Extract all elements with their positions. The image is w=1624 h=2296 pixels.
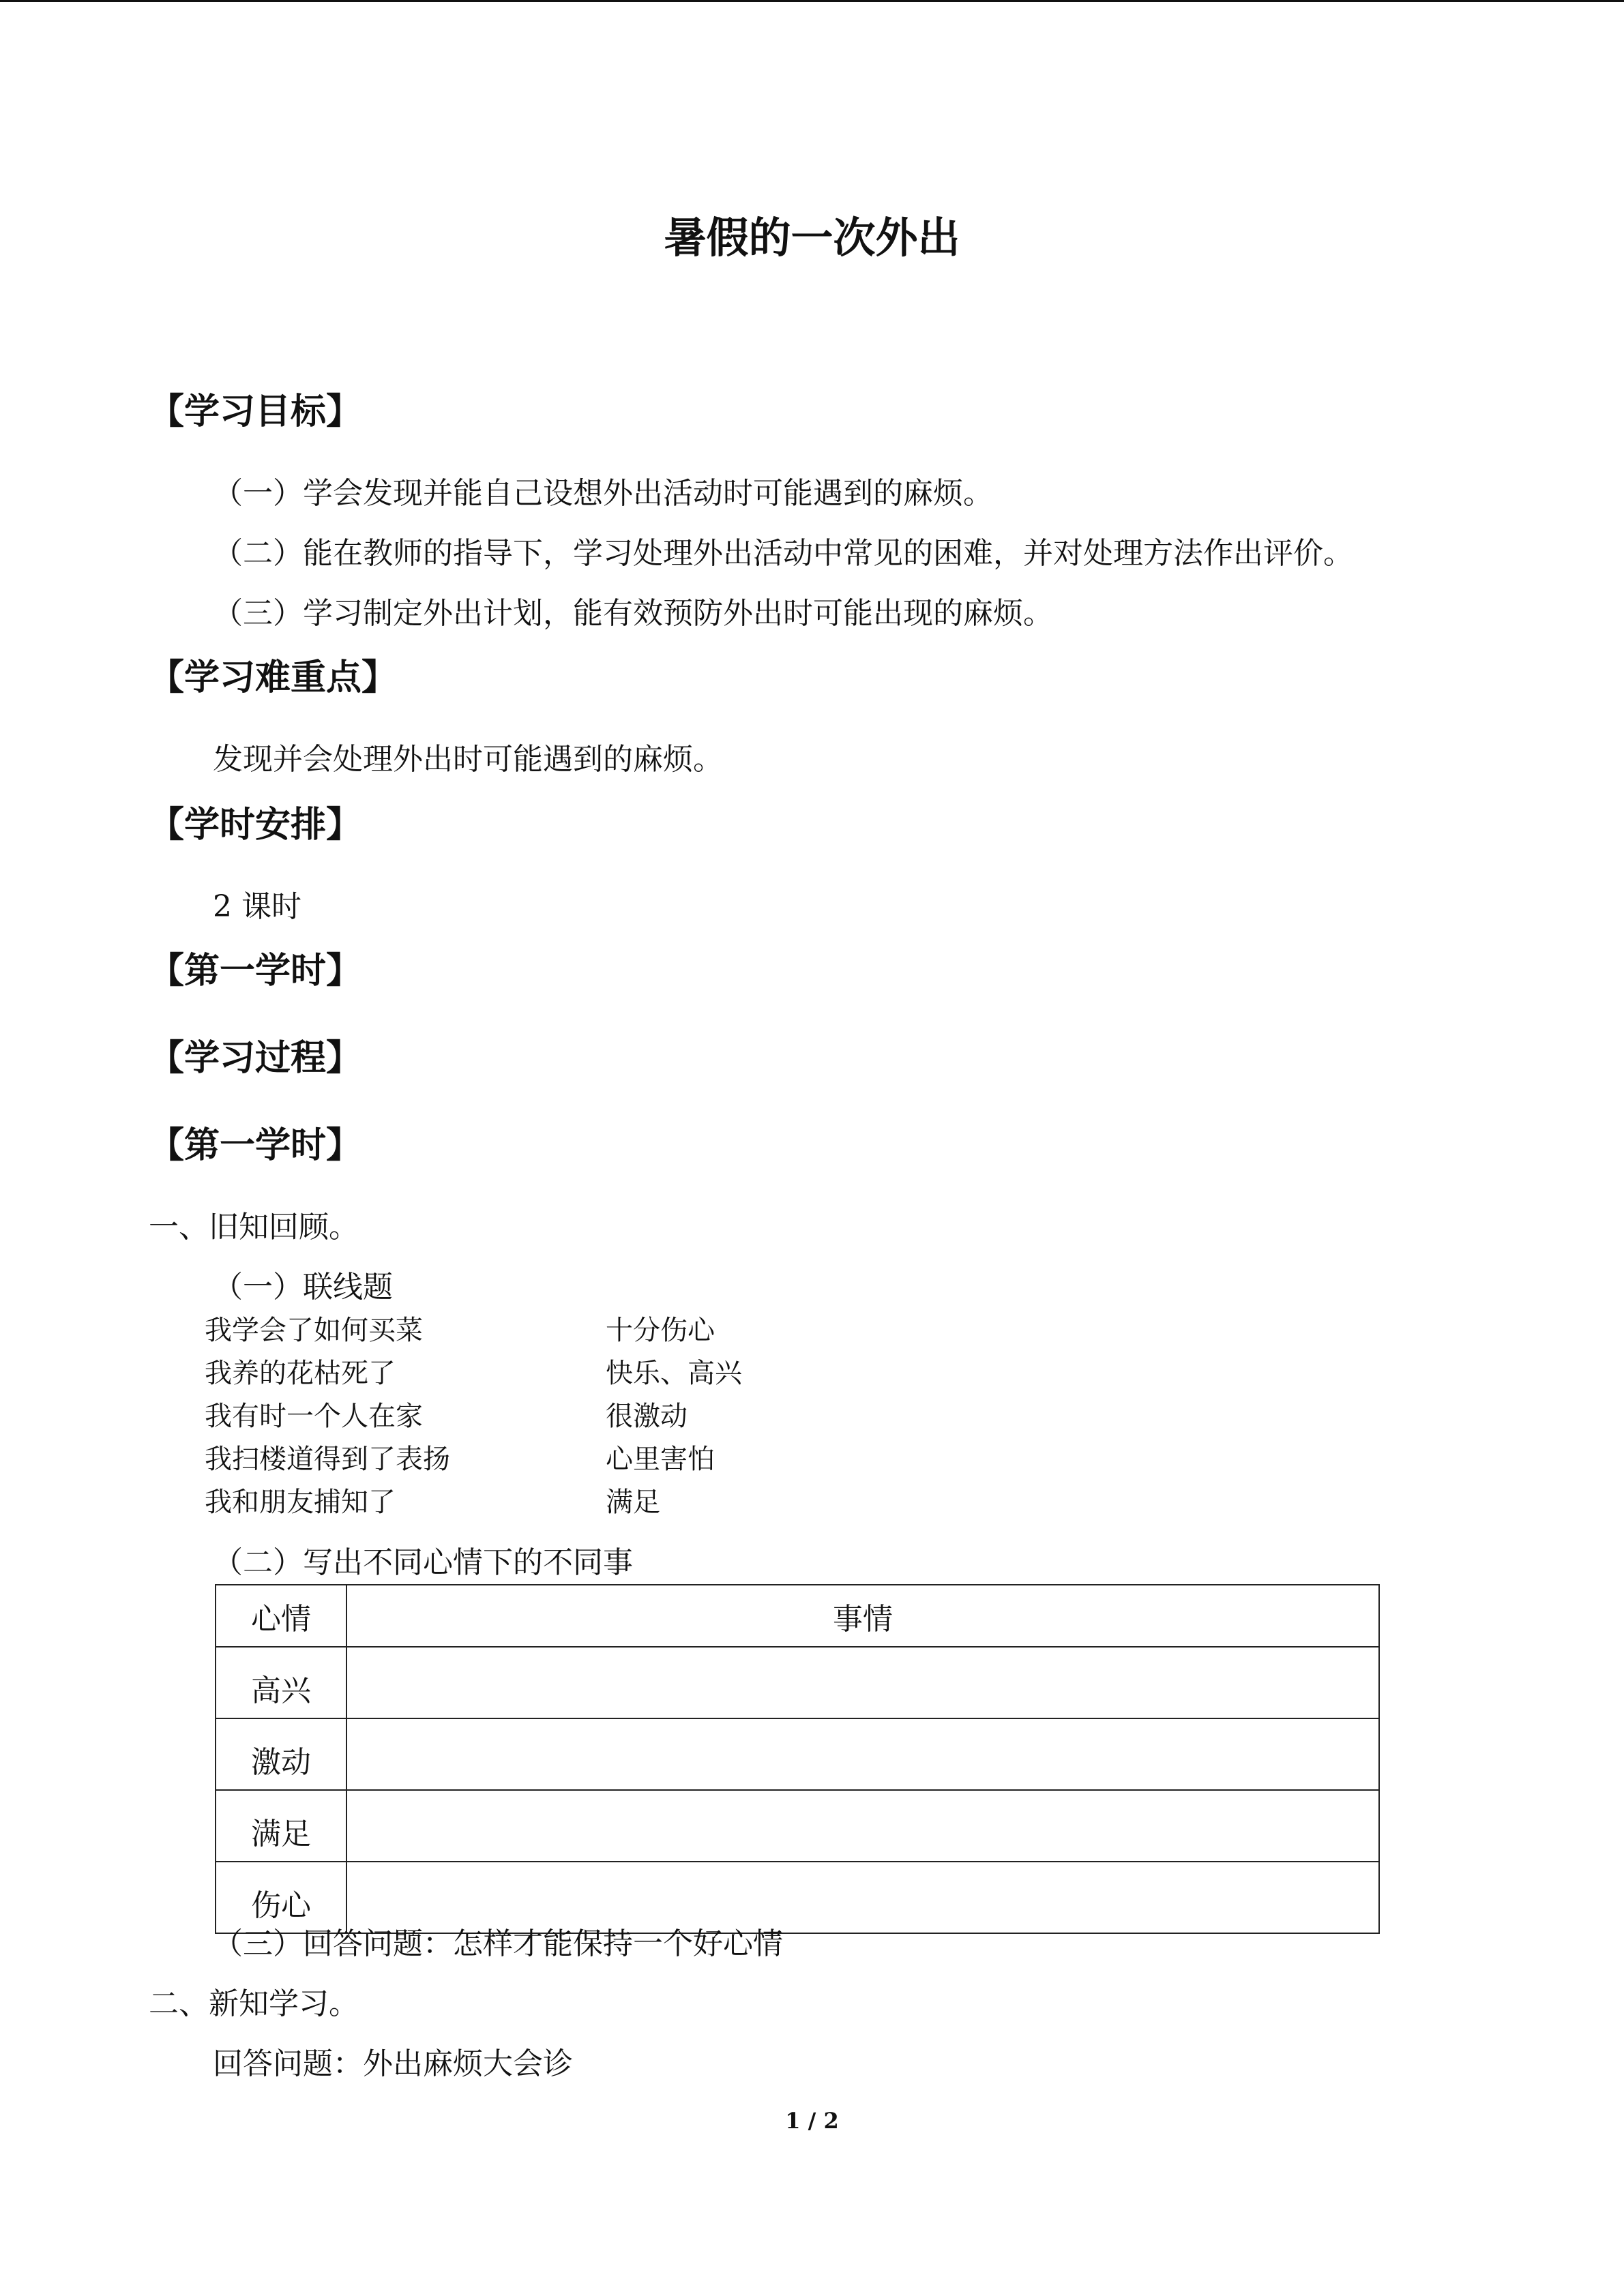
mood-events-table: [215, 1584, 1380, 1934]
event-cell-blank[interactable]: [346, 1718, 1379, 1790]
matching-title: （一）联线题: [213, 1270, 393, 1304]
matching-right-item: 心里害怕: [606, 1444, 715, 1475]
new-learning-question: 回答问题：外出麻烦大会诊: [213, 2046, 573, 2081]
lesson1-heading: 【第一学时】: [149, 950, 362, 992]
mood-cell: 伤心: [216, 1862, 346, 1933]
objective-item-1: （一）学会发现并能自己设想外出活动时可能遇到的麻烦。: [213, 476, 993, 511]
header-mood: 心情: [216, 1585, 346, 1647]
table-title: （二）写出不同心情下的不同事: [213, 1545, 633, 1580]
document-title: 暑假的一次外出: [664, 213, 960, 263]
matching-left-item: 我有时一个人在家: [205, 1401, 423, 1432]
schedule-heading: 【学时安排】: [149, 804, 362, 846]
matching-right-item: 十分伤心: [606, 1315, 715, 1346]
matching-right-item: 快乐、高兴: [606, 1358, 742, 1389]
mood-cell: 激动: [216, 1718, 346, 1790]
mood-cell: 满足: [216, 1790, 346, 1862]
objective-item-3: （三）学习制定外出计划，能有效预防外出时可能出现的麻烦。: [213, 596, 1053, 631]
table-row: [216, 1862, 1379, 1933]
event-cell-blank[interactable]: [346, 1862, 1379, 1933]
page-number: 1 / 2: [785, 2108, 839, 2134]
objectives-heading: 【学习目标】: [149, 391, 362, 432]
matching-left-item: 我和朋友捕知了: [205, 1487, 396, 1518]
objective-item-2: （二）能在教师的指导下，学习处理外出活动中常见的困难，并对处理方法作出评价。: [213, 536, 1353, 571]
key-points-heading: 【学习难重点】: [149, 657, 398, 698]
matching-left-item: 我扫楼道得到了表扬: [205, 1444, 450, 1475]
matching-left-item: 我学会了如何买菜: [205, 1315, 423, 1346]
matching-left-item: 我养的花枯死了: [205, 1358, 396, 1389]
table-row: [216, 1790, 1379, 1862]
key-points-text: 发现并会处理外出时可能遇到的麻烦。: [213, 742, 723, 777]
matching-right-item: 很激动: [606, 1401, 688, 1432]
table-row: [216, 1718, 1379, 1790]
matching-right-item: 满足: [606, 1487, 660, 1518]
process-heading: 【学习过程】: [149, 1037, 362, 1079]
review-heading: 一、旧知回顾。: [149, 1210, 359, 1244]
header-event: 事情: [346, 1585, 1379, 1647]
event-cell-blank[interactable]: [346, 1647, 1379, 1718]
table-row: [216, 1647, 1379, 1718]
mood-cell: 高兴: [216, 1647, 346, 1718]
table-header-row: [216, 1585, 1379, 1647]
event-cell-blank[interactable]: [346, 1790, 1379, 1862]
review-question: （三）回答问题：怎样才能保持一个好心情: [213, 1926, 783, 1961]
schedule-text: 2 课时: [213, 889, 301, 924]
top-border-line: [0, 0, 1624, 2]
lesson1-heading-repeat: 【第一学时】: [149, 1124, 362, 1166]
new-learning-heading: 二、新知学习。: [149, 1986, 359, 2021]
